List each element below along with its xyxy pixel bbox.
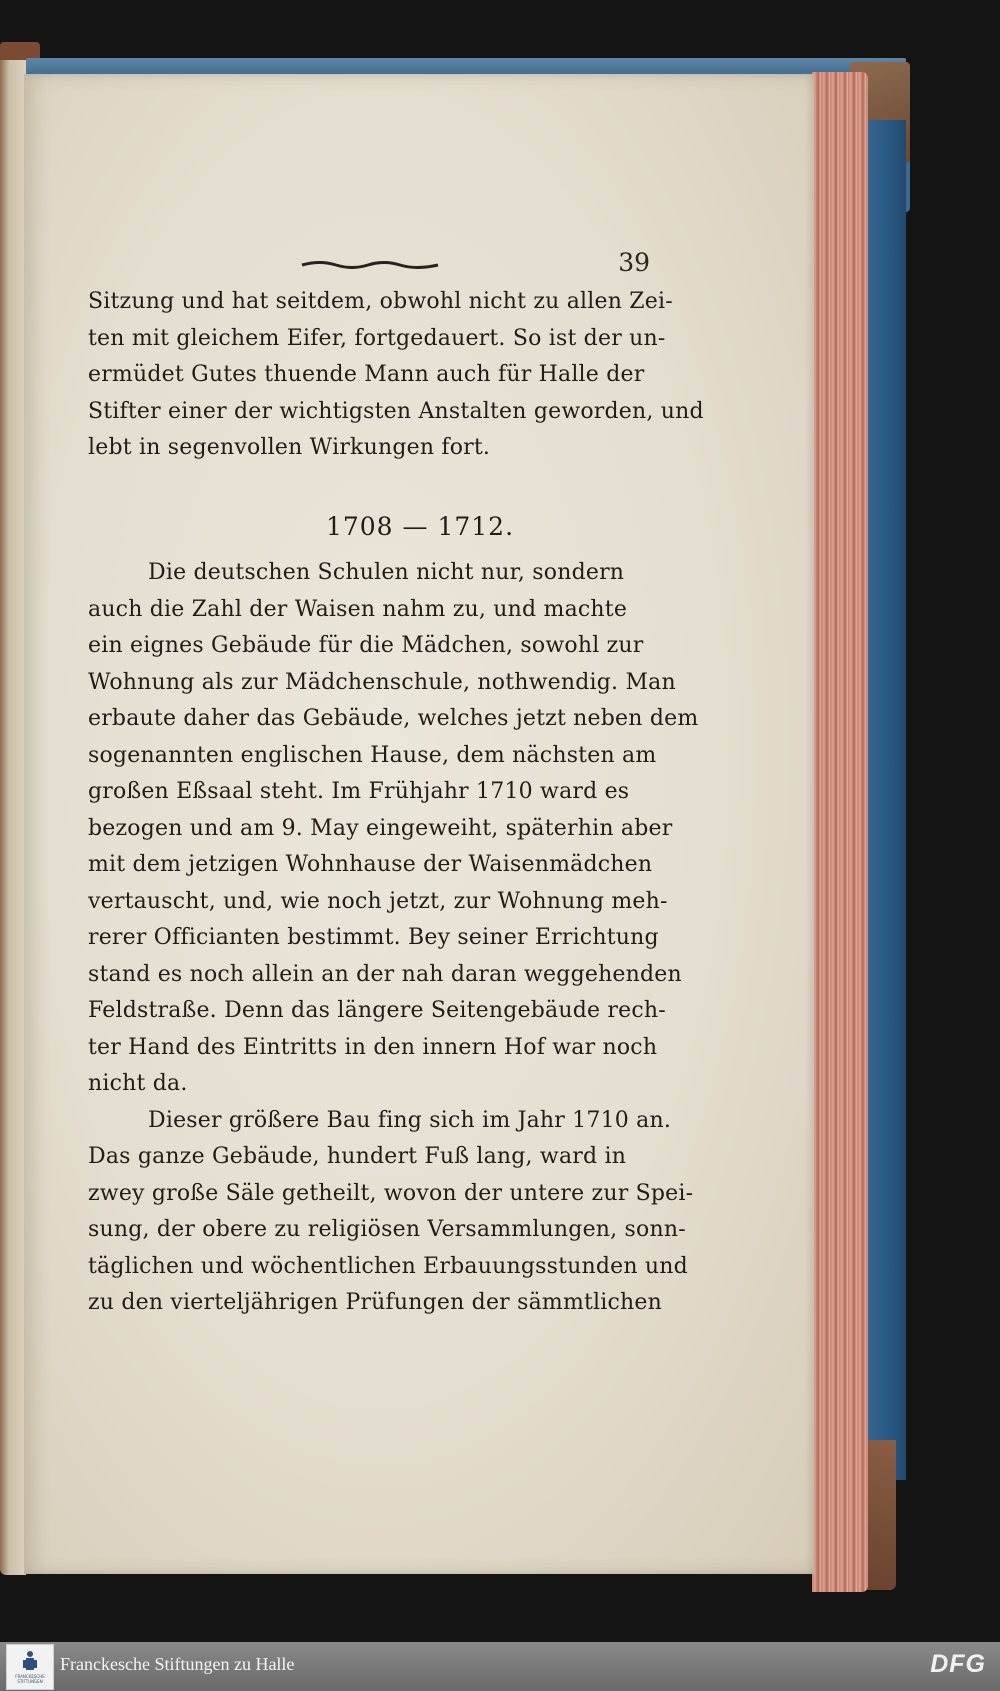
text-line: Die deutschen Schulen nicht nur, sondern [148, 560, 625, 585]
text-line: zwey große Säle getheilt, wovon der untere zur Spei- [88, 1180, 694, 1206]
text-line: Das ganze Gebäude, hundert Fuß lang, ward in [88, 1144, 627, 1169]
section-heading: 1708 — 1712. [325, 512, 515, 541]
text-line: Dieser größere Bau fing sich im Jahr 1710 an. [148, 1107, 672, 1133]
text-line: mit dem jetzigen Wohnhause der Waisenmädchen [88, 852, 653, 877]
left-page-edge [0, 60, 26, 1575]
orphanage-emblem-icon [22, 1650, 38, 1672]
text-line: Wohnung als zur Mädchenschule, nothwendig. Man [88, 669, 676, 695]
footer-title: Franckesche Stiftungen zu Halle [60, 1654, 295, 1674]
page-number: 39 [618, 248, 650, 277]
text-line: zu den vierteljährigen Prüfungen der sämmtlichen [88, 1290, 663, 1315]
text-line: Feldstraße. Denn das längere Seitengebäude rech- [88, 998, 666, 1023]
text-line: ermüdet Gutes thuende Mann auch für Halle der [88, 362, 645, 387]
page-block-edges [812, 72, 868, 1592]
institution-logo[interactable] [6, 1644, 54, 1690]
text-line: erbaute daher das Gebäude, welches jetzt neben dem [88, 706, 699, 731]
text-line: täglichen und wöchentlichen Erbauungsstunden und [88, 1253, 688, 1279]
logo-caption: FRANCKESCHE STIFTUNGEN [15, 1674, 45, 1684]
header-ornament-rule [300, 258, 440, 272]
text-line: sogenannten englischen Hause, dem nächsten am [88, 742, 657, 768]
text-line: ein eignes Gebäude für die Mädchen, sowohl zur [88, 633, 644, 658]
text-line: stand es noch allein an der nah daran weggehenden [88, 961, 682, 987]
text-line: lebt in segenvollen Wirkungen fort. [88, 435, 491, 460]
footer-bar [0, 1642, 1000, 1691]
text-line: rerer Officianten bestimmt. Bey seiner Errichtung [88, 925, 659, 950]
text-line: vertauscht, und, wie noch jetzt, zur Wohnung meh- [88, 888, 668, 914]
text-line: sung, der obere zu religiösen Versammlungen, sonn- [88, 1217, 686, 1242]
text-line: nicht da. [88, 1071, 188, 1096]
text-line: ten mit gleichem Eifer, fortgedauert. So ist der un- [88, 325, 666, 351]
text-line: Stifter einer der wichtigsten Anstalten geworden, und [88, 398, 704, 424]
text-line: großen Eßsaal steht. Im Frühjahr 1710 ward es [88, 779, 630, 804]
text-line: auch die Zahl der Waisen nahm zu, und machte [88, 596, 628, 622]
text-line: bezogen und am 9. May eingeweiht, späterhin aber [88, 815, 673, 841]
text-line: ter Hand des Eintritts in den innern Hof war noch [88, 1034, 658, 1060]
dfg-logo[interactable]: DFG [930, 1650, 986, 1678]
text-line: Sitzung und hat seitdem, obwohl nicht zu allen Zei- [88, 289, 673, 314]
